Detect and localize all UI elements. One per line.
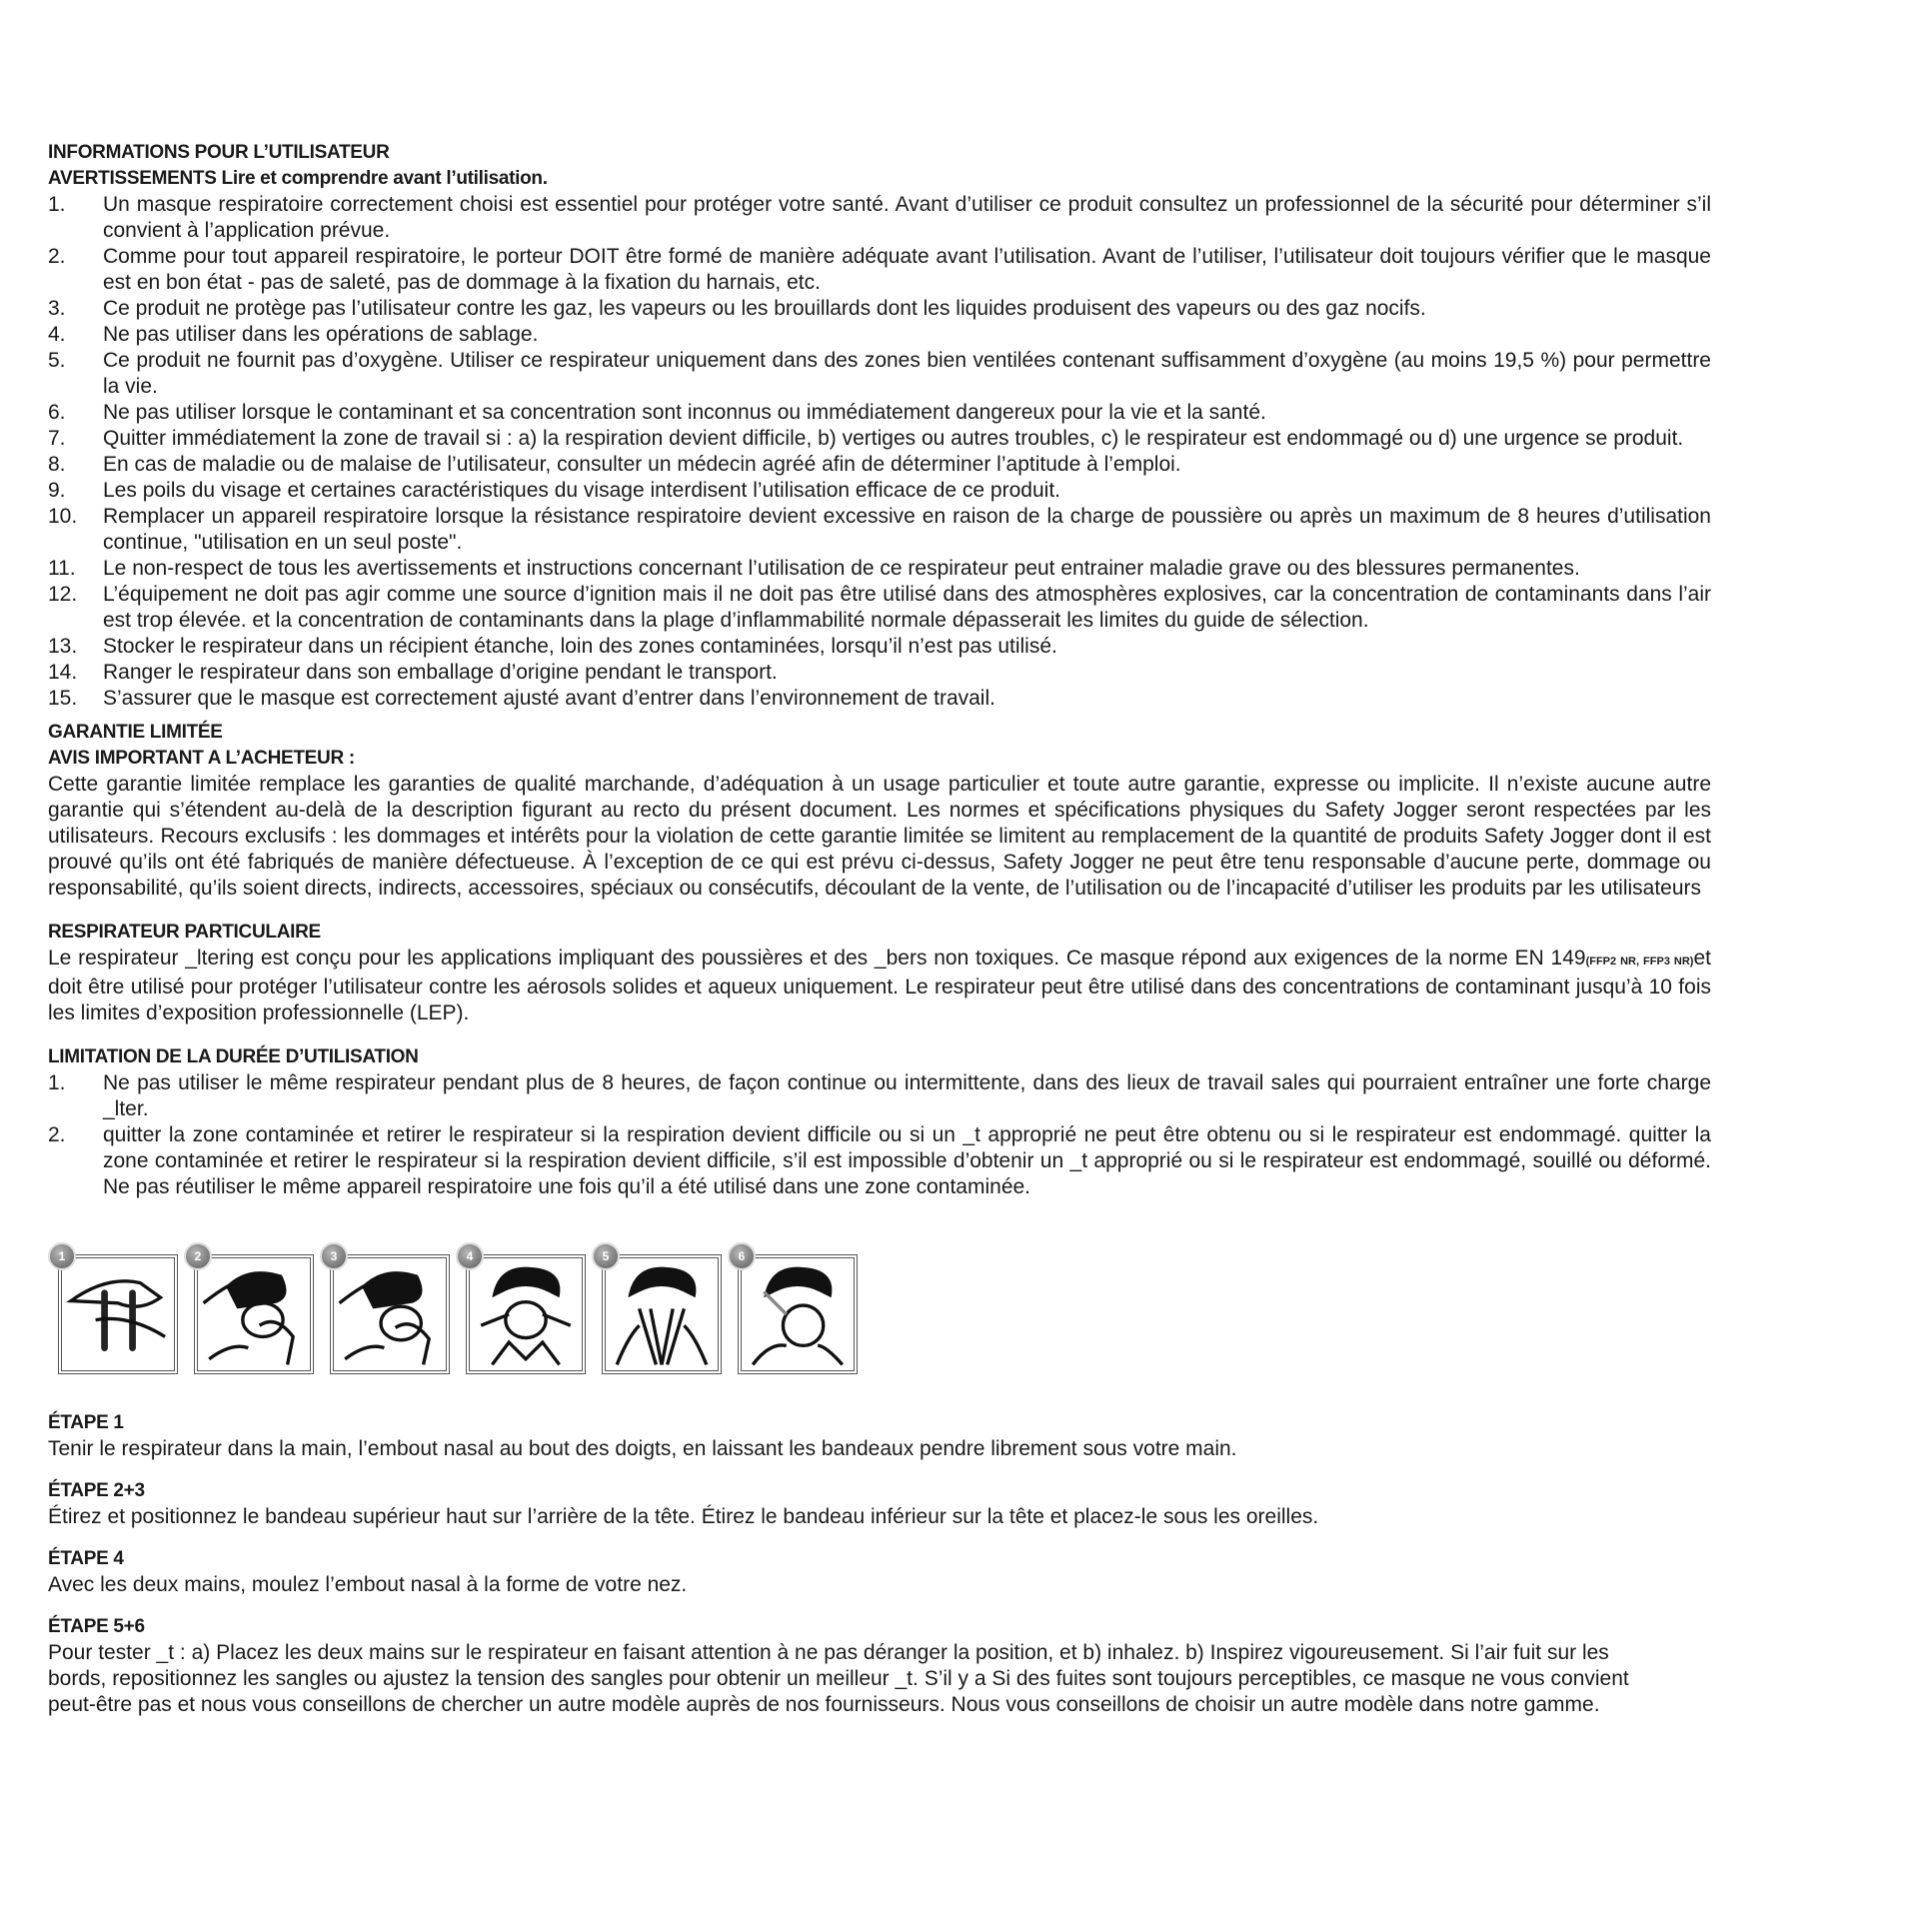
warranty-body: Cette garantie limitée remplace les garanties de qualité marchande, d’adéquation à un usage particulier et toute autre garantie, expresse ou implicite. Il n’existe aucune autre garantie qui s’étendent au-delà de la description figurant au recto du présent document. Les normes et spécifications physiques du Safety Jogger seront respectées par les utilisateurs. Recours exclusifs : les dommages et intérêts pour la violation de cette garantie limitée se limitent au remplacement de la quantité de produits Safety Jogger dont il est prouvé qu’ils ont été fabriqués de manière défectueuse. À l’exception de ce qui est prévu ci-dessus, Safety Jogger ne peut être tenu responsable d’aucune perte, dommage ou responsabilité, qu’ils soient directs, indirects, accessoires, spéciaux ou consécutifs, découlant de la vente, de l’utilisation ou de l’incapacité d’utiliser les produits par les utilisateurs <box>48 773 1711 900</box>
list-item: 10. Remplacer un appareil respiratoire lorsque la résistance respiratoire devient excessive en raison de la charge de poussière ou après un maximum de 8 heures d’utilisation continue, "utilisation en un seul poste". <box>48 505 1711 554</box>
page-title: INFORMATIONS POUR L’UTILISATEUR <box>48 142 390 163</box>
list-item: 7. Quitter immédiatement la zone de travail si : a) la respiration devient difficile, b) vertiges ou autres troubles, c) le respirateur est endommagé ou d) une urgence se produit. <box>48 427 1684 450</box>
document-page <box>48 140 1711 1734</box>
step-badge: 3 <box>320 1242 348 1270</box>
list-item: 14. Ranger le respirateur dans son emballage d’origine pendant le transport. <box>48 661 778 684</box>
step-2-3 <box>48 1478 1711 1530</box>
list-item: 1. Un masque respiratoire correctement choisi est essentiel pour protéger votre santé. Avant d’utiliser ce produit consultez un professionnel de la sécurité pour déterminer s’il convient à l’application prévue. <box>48 193 1711 242</box>
warranty-subheading: AVIS IMPORTANT A L’ACHETEUR : <box>48 748 355 769</box>
warranty-section <box>48 720 1711 902</box>
fitting-illustrations <box>58 1240 1711 1374</box>
warnings-heading: AVERTISSEMENTS Lire et comprendre avant l’utilisation. <box>48 168 548 189</box>
step-title: ÉTAPE 2+3 <box>48 1480 145 1501</box>
step-badge: 5 <box>592 1242 620 1270</box>
list-item: 9. Les poils du visage et certaines caractéristiques du visage interdisent l’utilisation efficace de ce produit. <box>48 479 1060 502</box>
norm-classes: (FFP2 NR, FFP3 NR) <box>1585 956 1694 967</box>
step-badge: 6 <box>728 1242 756 1270</box>
list-item: 15. S’assurer que le masque est correctement ajusté avant d’entrer dans l’environnement de travail. <box>48 687 995 710</box>
step-badge: 1 <box>48 1242 76 1270</box>
limitation-section <box>48 1044 1711 1200</box>
step-title: ÉTAPE 4 <box>48 1548 124 1569</box>
step-title: ÉTAPE 1 <box>48 1412 124 1433</box>
lower-strap-icon <box>330 1249 450 1374</box>
list-item: 8. En cas de maladie ou de malaise de l’utilisateur, consulter un médecin agréé afin de déterminer l’aptitude à l’emploi. <box>48 453 1181 476</box>
fitting-steps <box>48 1410 1711 1718</box>
particulate-heading: RESPIRATEUR PARTICULAIRE <box>48 922 321 943</box>
list-item: 1. Ne pas utiliser le même respirateur pendant plus de 8 heures, de façon continue ou intermittente, dans des lieux de travail sales qui pourraient entraîner une forte charge _lter. <box>48 1071 1711 1120</box>
list-item: 4. Ne pas utiliser dans les opérations de sablage. <box>48 323 539 346</box>
step-text: Étirez et positionnez le bandeau supérieur haut sur l’arrière de la tête. Étirez le bandeau inférieur sur la tête et placez-le sous les oreilles. <box>48 1505 1319 1528</box>
limitation-list <box>48 1070 1711 1200</box>
list-item: 5. Ce produit ne fournit pas d’oxygène. Utiliser ce respirateur uniquement dans des zones bien ventilées contenant suffisamment d’oxygène (au moins 19,5 %) pour permettre la vie. <box>48 349 1711 398</box>
list-item: 11. Le non-respect de tous les avertissements et instructions concernant l’utilisation de ce respirateur peut entrainer maladie grave ou des blessures permanentes. <box>48 557 1580 580</box>
list-item: 3. Ce produit ne protège pas l’utilisateur contre les gaz, les vapeurs ou les brouillards dont les liquides produisent des vapeurs ou des gaz nocifs. <box>48 297 1426 320</box>
upper-strap-icon <box>194 1249 314 1374</box>
hold-respirator-icon <box>58 1249 178 1374</box>
mould-nosepiece-icon <box>466 1249 586 1374</box>
step-1 <box>48 1410 1711 1462</box>
step-5-6 <box>48 1614 1647 1718</box>
list-item: 2. Comme pour tout appareil respiratoire, le porteur DOIT être formé de manière adéquate avant l’utilisation. Avant de l’utiliser, l’utilisateur doit toujours vérifier que le masque est en bon état - pas de saleté, pas de dommage à la fixation du harnais, etc. <box>48 245 1711 294</box>
step-badge: 2 <box>184 1242 212 1270</box>
warranty-heading: GARANTIE LIMITÉE <box>48 722 223 743</box>
particulate-section <box>48 920 1711 1026</box>
step-title: ÉTAPE 5+6 <box>48 1616 145 1637</box>
list-item: 12. L’équipement ne doit pas agir comme une source d’ignition mais il ne doit pas être utilisé dans des atmosphères explosives, car la concentration de contaminants dans l’air est trop élevée. et la concentration de contaminants dans la plage d’inflammabilité normale dépasserait les limites du guide de sélection. <box>48 583 1711 632</box>
mask-worn-icon <box>738 1249 858 1374</box>
particulate-body: Le respirateur _ltering est conçu pour les applications impliquant des poussières et des _bers non toxiques. Ce masque répond aux exigences de la norme EN 149(FFP2 NR, FFP3 NR)et doit être utilisé pour protéger l’utilisateur contre les aérosols solides et aqueux uniquement. Le respirateur peut être utilisé dans des concentrations de contaminant jusqu’à 10 fois les limites d’exposition professionnelle (LEP). <box>48 947 1711 1024</box>
list-item: 13. Stocker le respirateur dans un récipient étanche, loin des zones contaminées, lorsqu’il n’est pas utilisé. <box>48 635 1057 658</box>
step-text: Tenir le respirateur dans la main, l’embout nasal au bout des doigts, en laissant les bandeaux pendre librement sous votre main. <box>48 1437 1237 1460</box>
list-item: 2. quitter la zone contaminée et retirer le respirateur si la respiration devient difficile ou si un _t approprié ne peut être obtenu ou si le respirateur est endommagé. quitter la zone contaminée et retirer le respirateur si la respiration devient difficile, s’il est impossible d’obtenir un _t approprié ou si le respirateur est endommagé, souillé ou déformé. Ne pas réutiliser le même appareil respiratoire une fois qu’il a été utilisé dans une zone contaminée. <box>48 1123 1711 1198</box>
step-badge: 4 <box>456 1242 484 1270</box>
warnings-list <box>48 192 1711 712</box>
step-4 <box>48 1546 1711 1598</box>
step-text: Avec les deux mains, moulez l’embout nasal à la forme de votre nez. <box>48 1573 688 1596</box>
list-item: 6. Ne pas utiliser lorsque le contaminant et sa concentration sont inconnus ou immédiatement dangereux pour la vie et la santé. <box>48 401 1266 424</box>
fit-check-icon <box>602 1249 722 1374</box>
step-text: Pour tester _t : a) Placez les deux mains sur le respirateur en faisant attention à ne pas déranger la position, et b) inhalez. b) Inspirez vigoureusement. Si l’air fuit sur les bords, repositionnez les sangles ou ajustez la tension des sangles pour obtenir un meilleur _t. S’il y a Si des fuites sont toujours perceptibles, ce masque ne vous convient peut-être pas et nous vous conseillons de chercher un autre modèle auprès de nos fournisseurs. Nous vous conseillons de choisir un autre modèle dans notre gamme. <box>48 1641 1629 1716</box>
limitation-heading: LIMITATION DE LA DURÉE D’UTILISATION <box>48 1046 419 1067</box>
